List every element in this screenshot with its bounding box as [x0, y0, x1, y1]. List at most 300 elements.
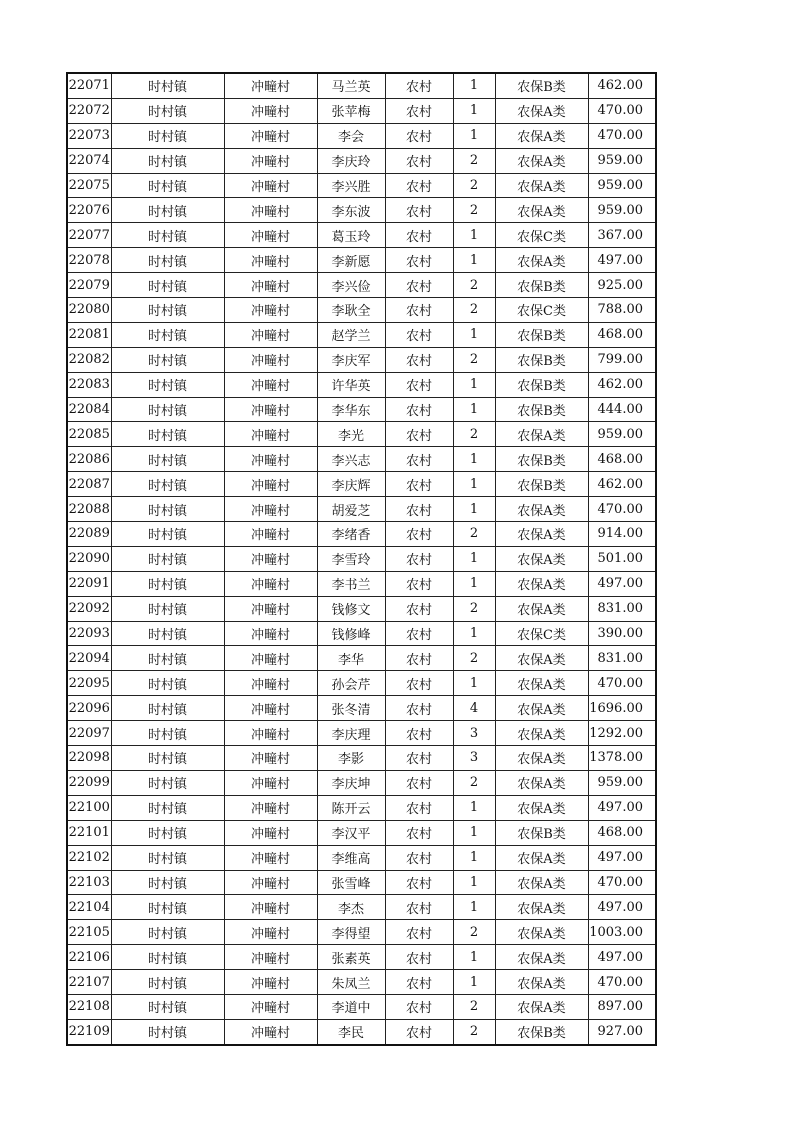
town-cell: 时村镇 [111, 870, 224, 895]
record-id-cell: 22081 [67, 322, 111, 347]
table-row [67, 721, 656, 746]
amount-cell: 497.00 [588, 945, 656, 970]
table-row [67, 795, 656, 820]
record-id-cell: 22073 [67, 123, 111, 148]
household-type-cell: 农村 [385, 198, 453, 223]
town-cell: 时村镇 [111, 945, 224, 970]
amount-cell: 1378.00 [588, 746, 656, 771]
category-cell: 农保B类 [495, 397, 588, 422]
category-cell: 农保C类 [495, 621, 588, 646]
table-row [67, 372, 656, 397]
category-cell: 农保C类 [495, 298, 588, 323]
name-cell: 胡爱芝 [317, 497, 385, 522]
name-cell: 马兰英 [317, 73, 385, 98]
town-cell: 时村镇 [111, 920, 224, 945]
category-cell: 农保A类 [495, 746, 588, 771]
town-cell: 时村镇 [111, 497, 224, 522]
person-count-cell: 1 [453, 73, 495, 98]
town-cell: 时村镇 [111, 198, 224, 223]
village-cell: 冲疃村 [224, 646, 317, 671]
table-row [67, 472, 656, 497]
record-id-cell: 22095 [67, 671, 111, 696]
record-id-cell: 22099 [67, 770, 111, 795]
category-cell: 农保A类 [495, 721, 588, 746]
record-id-cell: 22109 [67, 1019, 111, 1044]
name-cell: 李雪玲 [317, 546, 385, 571]
category-cell: 农保C类 [495, 223, 588, 248]
amount-cell: 959.00 [588, 173, 656, 198]
person-count-cell: 1 [453, 671, 495, 696]
town-cell: 时村镇 [111, 148, 224, 173]
village-cell: 冲疃村 [224, 994, 317, 1019]
name-cell: 李华 [317, 646, 385, 671]
household-type-cell: 农村 [385, 646, 453, 671]
town-cell: 时村镇 [111, 621, 224, 646]
village-cell: 冲疃村 [224, 770, 317, 795]
person-count-cell: 2 [453, 770, 495, 795]
record-id-cell: 22080 [67, 298, 111, 323]
household-type-cell: 农村 [385, 422, 453, 447]
household-type-cell: 农村 [385, 73, 453, 98]
village-cell: 冲疃村 [224, 571, 317, 596]
village-cell: 冲疃村 [224, 970, 317, 995]
category-cell: 农保A类 [495, 596, 588, 621]
town-cell: 时村镇 [111, 347, 224, 372]
record-id-cell: 22087 [67, 472, 111, 497]
amount-cell: 497.00 [588, 248, 656, 273]
record-id-cell: 22082 [67, 347, 111, 372]
category-cell: 农保A类 [495, 571, 588, 596]
village-cell: 冲疃村 [224, 73, 317, 98]
amount-cell: 462.00 [588, 472, 656, 497]
town-cell: 时村镇 [111, 721, 224, 746]
household-type-cell: 农村 [385, 621, 453, 646]
amount-cell: 470.00 [588, 123, 656, 148]
record-id-cell: 22096 [67, 696, 111, 721]
category-cell: 农保B类 [495, 820, 588, 845]
record-id-cell: 22078 [67, 248, 111, 273]
amount-cell: 1003.00 [588, 920, 656, 945]
village-cell: 冲疃村 [224, 123, 317, 148]
person-count-cell: 2 [453, 596, 495, 621]
person-count-cell: 3 [453, 721, 495, 746]
category-cell: 农保B类 [495, 322, 588, 347]
village-cell: 冲疃村 [224, 746, 317, 771]
name-cell: 李兴俭 [317, 273, 385, 298]
name-cell: 李道中 [317, 994, 385, 1019]
amount-cell: 470.00 [588, 970, 656, 995]
table-row [67, 223, 656, 248]
record-id-cell: 22076 [67, 198, 111, 223]
amount-cell: 831.00 [588, 646, 656, 671]
town-cell: 时村镇 [111, 770, 224, 795]
name-cell: 李光 [317, 422, 385, 447]
category-cell: 农保B类 [495, 273, 588, 298]
category-cell: 农保A类 [495, 870, 588, 895]
village-cell: 冲疃村 [224, 447, 317, 472]
household-type-cell: 农村 [385, 920, 453, 945]
person-count-cell: 2 [453, 148, 495, 173]
town-cell: 时村镇 [111, 372, 224, 397]
table-row [67, 945, 656, 970]
person-count-cell: 2 [453, 1019, 495, 1044]
town-cell: 时村镇 [111, 472, 224, 497]
amount-cell: 799.00 [588, 347, 656, 372]
household-type-cell: 农村 [385, 845, 453, 870]
village-cell: 冲疃村 [224, 148, 317, 173]
household-type-cell: 农村 [385, 298, 453, 323]
town-cell: 时村镇 [111, 397, 224, 422]
table-row [67, 994, 656, 1019]
village-cell: 冲疃村 [224, 522, 317, 547]
name-cell: 张冬清 [317, 696, 385, 721]
category-cell: 农保A类 [495, 696, 588, 721]
category-cell: 农保A类 [495, 920, 588, 945]
town-cell: 时村镇 [111, 696, 224, 721]
amount-cell: 390.00 [588, 621, 656, 646]
person-count-cell: 2 [453, 173, 495, 198]
household-type-cell: 农村 [385, 98, 453, 123]
household-type-cell: 农村 [385, 895, 453, 920]
amount-cell: 444.00 [588, 397, 656, 422]
table-row [67, 845, 656, 870]
village-cell: 冲疃村 [224, 671, 317, 696]
record-id-cell: 22090 [67, 546, 111, 571]
village-cell: 冲疃村 [224, 721, 317, 746]
town-cell: 时村镇 [111, 223, 224, 248]
name-cell: 李书兰 [317, 571, 385, 596]
category-cell: 农保A类 [495, 970, 588, 995]
name-cell: 李兴胜 [317, 173, 385, 198]
household-type-cell: 农村 [385, 820, 453, 845]
person-count-cell: 1 [453, 571, 495, 596]
town-cell: 时村镇 [111, 596, 224, 621]
record-id-cell: 22104 [67, 895, 111, 920]
table-row [67, 870, 656, 895]
person-count-cell: 1 [453, 322, 495, 347]
person-count-cell: 1 [453, 870, 495, 895]
amount-cell: 914.00 [588, 522, 656, 547]
household-type-cell: 农村 [385, 795, 453, 820]
amount-cell: 497.00 [588, 795, 656, 820]
category-cell: 农保A类 [495, 123, 588, 148]
household-type-cell: 农村 [385, 497, 453, 522]
name-cell: 李新愿 [317, 248, 385, 273]
person-count-cell: 2 [453, 298, 495, 323]
village-cell: 冲疃村 [224, 298, 317, 323]
town-cell: 时村镇 [111, 820, 224, 845]
amount-cell: 1292.00 [588, 721, 656, 746]
household-type-cell: 农村 [385, 372, 453, 397]
amount-cell: 468.00 [588, 447, 656, 472]
town-cell: 时村镇 [111, 73, 224, 98]
name-cell: 张素英 [317, 945, 385, 970]
record-id-cell: 22085 [67, 422, 111, 447]
person-count-cell: 1 [453, 497, 495, 522]
table-row [67, 322, 656, 347]
village-cell: 冲疃村 [224, 248, 317, 273]
amount-cell: 959.00 [588, 770, 656, 795]
record-id-cell: 22094 [67, 646, 111, 671]
household-type-cell: 农村 [385, 522, 453, 547]
town-cell: 时村镇 [111, 795, 224, 820]
household-type-cell: 农村 [385, 173, 453, 198]
name-cell: 张雪峰 [317, 870, 385, 895]
record-id-cell: 22091 [67, 571, 111, 596]
table-row [67, 148, 656, 173]
amount-cell: 925.00 [588, 273, 656, 298]
name-cell: 李汉平 [317, 820, 385, 845]
table-row [67, 1019, 656, 1044]
person-count-cell: 1 [453, 621, 495, 646]
name-cell: 孙会芹 [317, 671, 385, 696]
town-cell: 时村镇 [111, 298, 224, 323]
amount-cell: 788.00 [588, 298, 656, 323]
category-cell: 农保B类 [495, 347, 588, 372]
town-cell: 时村镇 [111, 970, 224, 995]
amount-cell: 497.00 [588, 571, 656, 596]
name-cell: 赵学兰 [317, 322, 385, 347]
table-row [67, 671, 656, 696]
amount-cell: 470.00 [588, 98, 656, 123]
household-type-cell: 农村 [385, 322, 453, 347]
person-count-cell: 2 [453, 198, 495, 223]
amount-cell: 501.00 [588, 546, 656, 571]
table-row [67, 397, 656, 422]
roster-body [67, 73, 656, 1045]
person-count-cell: 3 [453, 746, 495, 771]
record-id-cell: 22108 [67, 994, 111, 1019]
village-cell: 冲疃村 [224, 397, 317, 422]
village-cell: 冲疃村 [224, 173, 317, 198]
name-cell: 张苹梅 [317, 98, 385, 123]
town-cell: 时村镇 [111, 522, 224, 547]
household-type-cell: 农村 [385, 870, 453, 895]
village-cell: 冲疃村 [224, 696, 317, 721]
person-count-cell: 1 [453, 472, 495, 497]
category-cell: 农保A类 [495, 148, 588, 173]
table-row [67, 820, 656, 845]
amount-cell: 468.00 [588, 820, 656, 845]
category-cell: 农保A类 [495, 198, 588, 223]
household-type-cell: 农村 [385, 970, 453, 995]
amount-cell: 1696.00 [588, 696, 656, 721]
person-count-cell: 1 [453, 945, 495, 970]
category-cell: 农保A类 [495, 770, 588, 795]
table-row [67, 970, 656, 995]
person-count-cell: 2 [453, 646, 495, 671]
category-cell: 农保A类 [495, 497, 588, 522]
person-count-cell: 1 [453, 820, 495, 845]
person-count-cell: 1 [453, 372, 495, 397]
town-cell: 时村镇 [111, 546, 224, 571]
household-type-cell: 农村 [385, 746, 453, 771]
household-type-cell: 农村 [385, 223, 453, 248]
name-cell: 李维高 [317, 845, 385, 870]
person-count-cell: 1 [453, 397, 495, 422]
name-cell: 李东波 [317, 198, 385, 223]
household-type-cell: 农村 [385, 123, 453, 148]
person-count-cell: 1 [453, 98, 495, 123]
household-type-cell: 农村 [385, 546, 453, 571]
name-cell: 李兴志 [317, 447, 385, 472]
table-row [67, 497, 656, 522]
person-count-cell: 1 [453, 895, 495, 920]
category-cell: 农保A类 [495, 945, 588, 970]
village-cell: 冲疃村 [224, 546, 317, 571]
amount-cell: 367.00 [588, 223, 656, 248]
name-cell: 李会 [317, 123, 385, 148]
person-count-cell: 1 [453, 223, 495, 248]
category-cell: 农保B类 [495, 73, 588, 98]
household-type-cell: 农村 [385, 1019, 453, 1044]
table-row [67, 546, 656, 571]
household-type-cell: 农村 [385, 571, 453, 596]
person-count-cell: 4 [453, 696, 495, 721]
town-cell: 时村镇 [111, 173, 224, 198]
person-count-cell: 1 [453, 248, 495, 273]
village-cell: 冲疃村 [224, 372, 317, 397]
household-type-cell: 农村 [385, 770, 453, 795]
table-row [67, 123, 656, 148]
table-row [67, 621, 656, 646]
household-type-cell: 农村 [385, 248, 453, 273]
village-cell: 冲疃村 [224, 845, 317, 870]
village-cell: 冲疃村 [224, 273, 317, 298]
category-cell: 农保A类 [495, 795, 588, 820]
village-cell: 冲疃村 [224, 820, 317, 845]
person-count-cell: 1 [453, 795, 495, 820]
town-cell: 时村镇 [111, 646, 224, 671]
category-cell: 农保A类 [495, 546, 588, 571]
table-row [67, 646, 656, 671]
record-id-cell: 22086 [67, 447, 111, 472]
amount-cell: 831.00 [588, 596, 656, 621]
amount-cell: 462.00 [588, 73, 656, 98]
village-cell: 冲疃村 [224, 596, 317, 621]
amount-cell: 959.00 [588, 422, 656, 447]
table-row [67, 746, 656, 771]
village-cell: 冲疃村 [224, 795, 317, 820]
name-cell: 李影 [317, 746, 385, 771]
amount-cell: 927.00 [588, 1019, 656, 1044]
table-row [67, 522, 656, 547]
village-cell: 冲疃村 [224, 322, 317, 347]
record-id-cell: 22100 [67, 795, 111, 820]
town-cell: 时村镇 [111, 1019, 224, 1044]
household-type-cell: 农村 [385, 596, 453, 621]
record-id-cell: 22101 [67, 820, 111, 845]
category-cell: 农保B类 [495, 372, 588, 397]
village-cell: 冲疃村 [224, 497, 317, 522]
table-row [67, 920, 656, 945]
person-count-cell: 2 [453, 273, 495, 298]
household-type-cell: 农村 [385, 447, 453, 472]
name-cell: 李庆坤 [317, 770, 385, 795]
village-cell: 冲疃村 [224, 347, 317, 372]
village-cell: 冲疃村 [224, 98, 317, 123]
category-cell: 农保A类 [495, 845, 588, 870]
person-count-cell: 2 [453, 994, 495, 1019]
table-row [67, 198, 656, 223]
record-id-cell: 22089 [67, 522, 111, 547]
table-row [67, 447, 656, 472]
record-id-cell: 22083 [67, 372, 111, 397]
person-count-cell: 2 [453, 522, 495, 547]
table-row [67, 347, 656, 372]
record-id-cell: 22106 [67, 945, 111, 970]
name-cell: 李得望 [317, 920, 385, 945]
household-type-cell: 农村 [385, 347, 453, 372]
table-row [67, 248, 656, 273]
record-id-cell: 22097 [67, 721, 111, 746]
amount-cell: 959.00 [588, 198, 656, 223]
name-cell: 李庆理 [317, 721, 385, 746]
record-id-cell: 22098 [67, 746, 111, 771]
village-cell: 冲疃村 [224, 198, 317, 223]
table-row [67, 73, 656, 98]
record-id-cell: 22105 [67, 920, 111, 945]
person-count-cell: 1 [453, 447, 495, 472]
household-type-cell: 农村 [385, 994, 453, 1019]
category-cell: 农保A类 [495, 98, 588, 123]
household-type-cell: 农村 [385, 273, 453, 298]
name-cell: 李绪香 [317, 522, 385, 547]
town-cell: 时村镇 [111, 98, 224, 123]
record-id-cell: 22107 [67, 970, 111, 995]
village-cell: 冲疃村 [224, 472, 317, 497]
name-cell: 陈开云 [317, 795, 385, 820]
table-row [67, 298, 656, 323]
household-type-cell: 农村 [385, 721, 453, 746]
category-cell: 农保A类 [495, 248, 588, 273]
name-cell: 李杰 [317, 895, 385, 920]
town-cell: 时村镇 [111, 895, 224, 920]
person-count-cell: 1 [453, 970, 495, 995]
name-cell: 李庆军 [317, 347, 385, 372]
town-cell: 时村镇 [111, 273, 224, 298]
town-cell: 时村镇 [111, 994, 224, 1019]
village-cell: 冲疃村 [224, 945, 317, 970]
table-row [67, 173, 656, 198]
town-cell: 时村镇 [111, 671, 224, 696]
town-cell: 时村镇 [111, 322, 224, 347]
record-id-cell: 22102 [67, 845, 111, 870]
village-cell: 冲疃村 [224, 920, 317, 945]
amount-cell: 897.00 [588, 994, 656, 1019]
town-cell: 时村镇 [111, 422, 224, 447]
category-cell: 农保B类 [495, 447, 588, 472]
household-type-cell: 农村 [385, 671, 453, 696]
table-row [67, 596, 656, 621]
town-cell: 时村镇 [111, 248, 224, 273]
person-count-cell: 2 [453, 347, 495, 372]
record-id-cell: 22071 [67, 73, 111, 98]
person-count-cell: 2 [453, 422, 495, 447]
town-cell: 时村镇 [111, 123, 224, 148]
record-id-cell: 22093 [67, 621, 111, 646]
name-cell: 葛玉玲 [317, 223, 385, 248]
household-type-cell: 农村 [385, 696, 453, 721]
person-count-cell: 1 [453, 845, 495, 870]
village-cell: 冲疃村 [224, 895, 317, 920]
person-count-cell: 1 [453, 123, 495, 148]
category-cell: 农保A类 [495, 522, 588, 547]
name-cell: 钱修峰 [317, 621, 385, 646]
name-cell: 李耿全 [317, 298, 385, 323]
person-count-cell: 1 [453, 546, 495, 571]
roster-table [66, 72, 657, 1046]
